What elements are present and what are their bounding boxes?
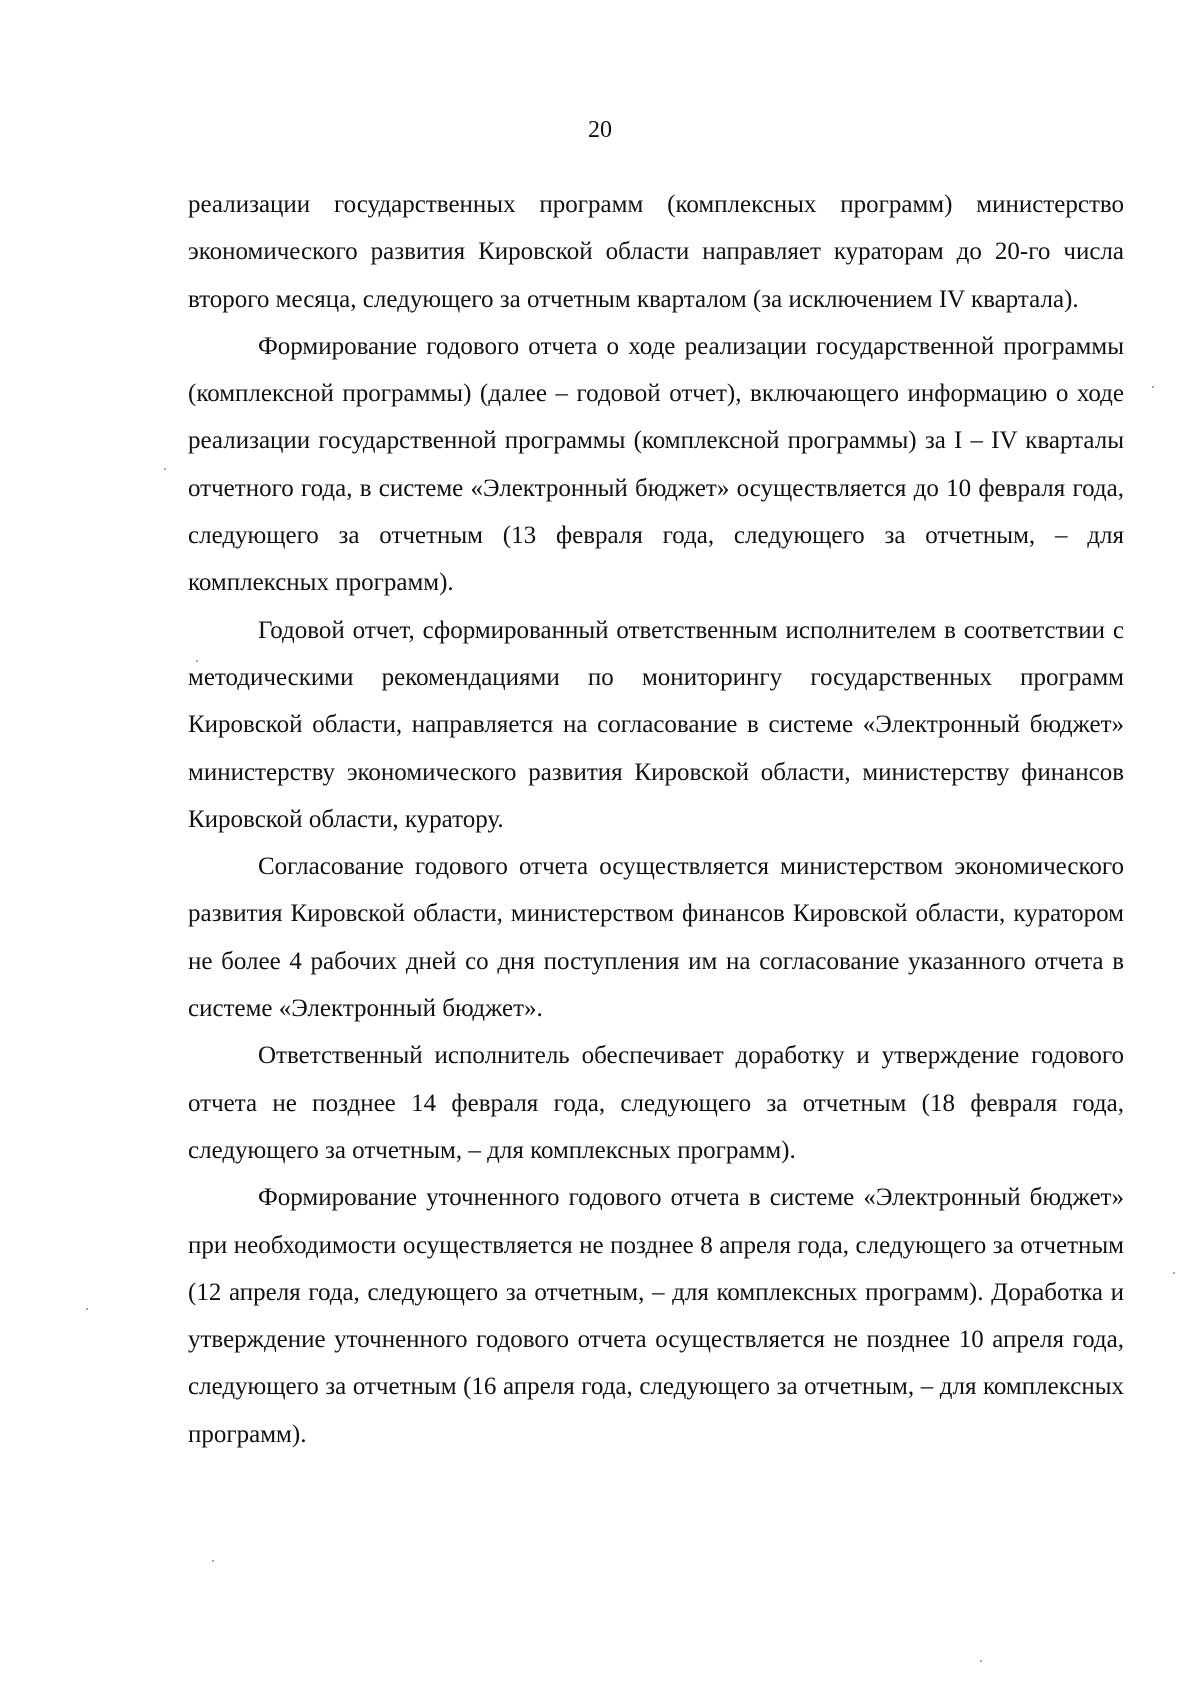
scan-speck — [196, 660, 198, 662]
document-body — [188, 181, 1124, 1458]
paragraph-annual-report-formation: Формирование годового отчета о ходе реализации государственной программы (комплексной программы) (далее – годовой отчет), включающего информацию о ходе реализации государственной программы (комплексной программы) за I – IV кварталы отчетного года, в системе «Электронный бюджет» осуществляется до 10 февраля года, следующего за отчетным (13 февраля года, следующего за отчетным, – для комплексных программ). — [188, 332, 1124, 597]
scan-speck — [164, 468, 166, 470]
scan-speck — [1173, 1272, 1175, 1274]
paragraph-revision-and-approval: Ответственный исполнитель обеспечивает доработку и утверждение годового отчета не позднее 14 февраля года, следующего за отчетным (18 февраля года, следующего за отчетным, – для комплексных программ). — [188, 1042, 1124, 1164]
scan-speck — [212, 1560, 214, 1562]
scan-speck — [1152, 386, 1154, 388]
paragraph-continuation: реализации государственных программ (комплексных программ) министерство экономического развития Кировской области направляет кураторам до 20-го числа второго месяца, следующего за отчетным кварталом (за исключением IV квартала). — [188, 191, 1124, 313]
page-number: 20 — [588, 117, 612, 143]
scan-speck — [980, 1660, 982, 1662]
paragraph-refined-annual-report: Формирование уточненного годового отчета в системе «Электронный бюджет» при необходимости осуществляется не позднее 8 апреля года, следующего за отчетным (12 апреля года, следующего за отчетным, – для комплексных программ). Доработка и утверждение уточненного годового отчета осуществляется не позднее 10 апреля года, следующего за отчетным (16 апреля года, следующего за отчетным, – для комплексных программ). — [188, 1184, 1124, 1448]
scan-speck — [86, 1308, 88, 1310]
paragraph-approval-deadline: Согласование годового отчета осуществляется министерством экономического развития Кировской области, министерством финансов Кировской области, куратором не более 4 рабочих дней со дня поступления им на согласование указанного отчета в системе «Электронный бюджет». — [188, 853, 1124, 1023]
paragraph-annual-report-approval-routing: Годовой отчет, сформированный ответственным исполнителем в соответствии с методическими рекомендациями по мониторингу государственных программ Кировской области, направляется на согласование в системе «Электронный бюджет» министерству экономического развития Кировской области, министерству финансов Кировской области, куратору. — [188, 616, 1124, 833]
